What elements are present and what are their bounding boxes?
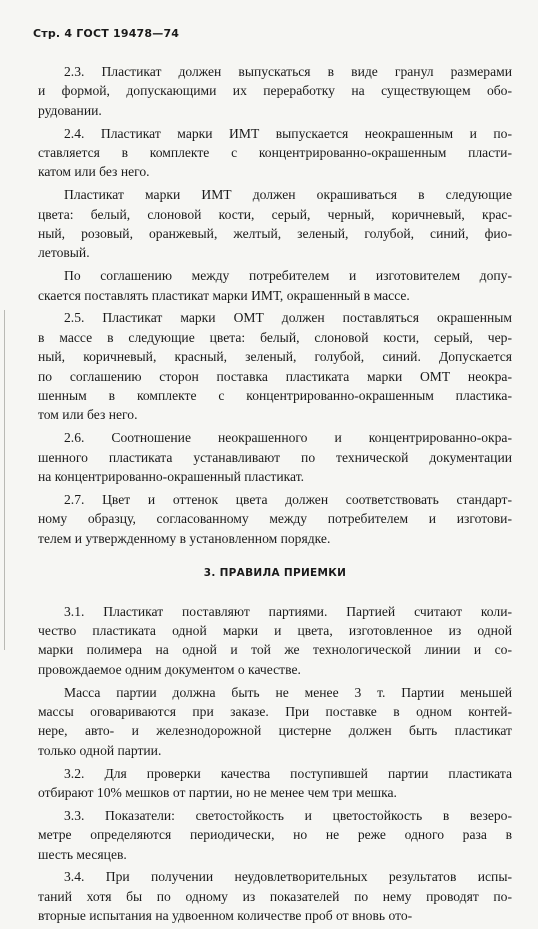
text-line: Пластикат марки ИМТ должен окрашиваться в следующие [64,187,512,203]
standard-code: ГОСТ 19478—74 [76,27,180,40]
text-line: по соглашению сторон поставка пластиката марки ОМТ неокра- [38,368,512,384]
text-line: вторные испытания на удвоенном количестве проб от вновь ото- [38,908,413,924]
text-line: 2.3. Пластикат должен выпускаться в виде гранул размерами [64,64,512,79]
text-line: рудовании. [38,102,102,118]
text-line: провождаемое одним документом о качестве. [38,661,301,677]
text-line: шесть месяцев. [38,846,127,862]
paragraph [38,490,512,548]
paragraph [38,308,512,424]
text-line: таний хотя бы по одному из показателей по нему проводят по- [38,888,512,904]
text-line: ставляется в комплекте с концентрированно-окрашенным пласти- [38,145,512,161]
text-line: 3.4. При получении неудовлетворительных результатов испы- [64,869,512,885]
section-3-paragraphs [38,602,512,926]
paragraph [38,764,512,803]
text-line: отбирают 10% мешков от партии, но не менее чем три мешка. [38,784,397,800]
paragraph [38,266,512,305]
text-line: ный, коричневый, красный, зеленый, голубой, синий. Допускается [38,349,512,365]
text-line: 2.5. Пластикат марки ОМТ должен поставляться окрашенным [64,310,512,326]
text-line: нере, авто- и железнодорожной цистерне должен быть пластикат [38,723,512,739]
paragraph [38,124,512,182]
paragraph [38,428,512,486]
text-line: метре определяются периодически, но не реже одного раза в [38,827,512,843]
text-line: По соглашению между потребителем и изготовителем допу- [64,268,512,284]
text-line: летовый. [38,245,90,261]
paragraph [38,867,512,925]
text-line: ный, розовый, оранжевый, желтый, зеленый, голубой, синий, фио- [38,226,512,242]
text-line: в массе в следующие цвета: белый, слоновой кости, серый, чер- [38,329,512,345]
paragraph [38,185,512,263]
paragraph [38,806,512,864]
text-line: цвета: белый, слоновой кости, серый, черный, коричневый, крас- [38,206,512,222]
text-line: 2.4. Пластикат марки ИМТ выпускается неокрашенным и по- [64,125,512,141]
text-line: скается поставлять пластикат марки ИМТ, окрашенный в массе. [38,287,410,303]
paragraph [38,62,512,120]
text-line: 3.1. Пластикат поставляют партиями. Партией считают коли- [64,603,512,619]
text-line: 2.6. Соотношение неокрашенного и концентрированно-окра- [64,430,512,446]
text-line: ному образцу, согласованному между потребителем и изготови- [38,511,512,527]
text-line: том или без него. [38,407,138,423]
paragraph [38,683,512,761]
text-line: Масса партии должна быть не менее 3 т. Партии меньшей [64,684,512,700]
text-line: катом или без него. [38,164,150,180]
section-2-paragraphs [38,62,512,548]
text-line: 2.7. Цвет и оттенок цвета должен соответствовать стандарт- [64,491,512,507]
text-line: массы оговариваются при заказе. При поставке в одном контей- [38,703,512,719]
text-line: чество пластиката одной марки и цвета, изготовленное из одной [38,622,512,638]
text-line: телем и утвержденному в установленном порядке. [38,530,331,546]
text-line: и формой, допускающими их переработку на существующем обо- [38,83,512,99]
text-line: только одной партии. [38,742,162,758]
text-line: шенным в комплекте с концентрированно-окрашенным пластика- [38,388,512,404]
page-number: Стр. 4 [33,27,73,40]
document-body [38,62,512,929]
text-line: на концентрированно-окрашенный пластикат. [38,469,305,485]
text-line: шенного пластиката устанавливают по технической документации [38,449,512,465]
text-line: марки полимера на одной и той же технологической линии и со- [38,642,512,658]
paragraph [38,602,512,680]
text-line: 3.3. Показатели: светостойкость и цветостойкость в везеро- [64,807,512,823]
page-header [33,27,179,40]
section-3-heading: 3. ПРАВИЛА ПРИЕМКИ [203,567,347,580]
text-line: 3.2. Для проверки качества поступившей партии пластиката [64,765,512,781]
scan-edge-mark [4,310,5,650]
